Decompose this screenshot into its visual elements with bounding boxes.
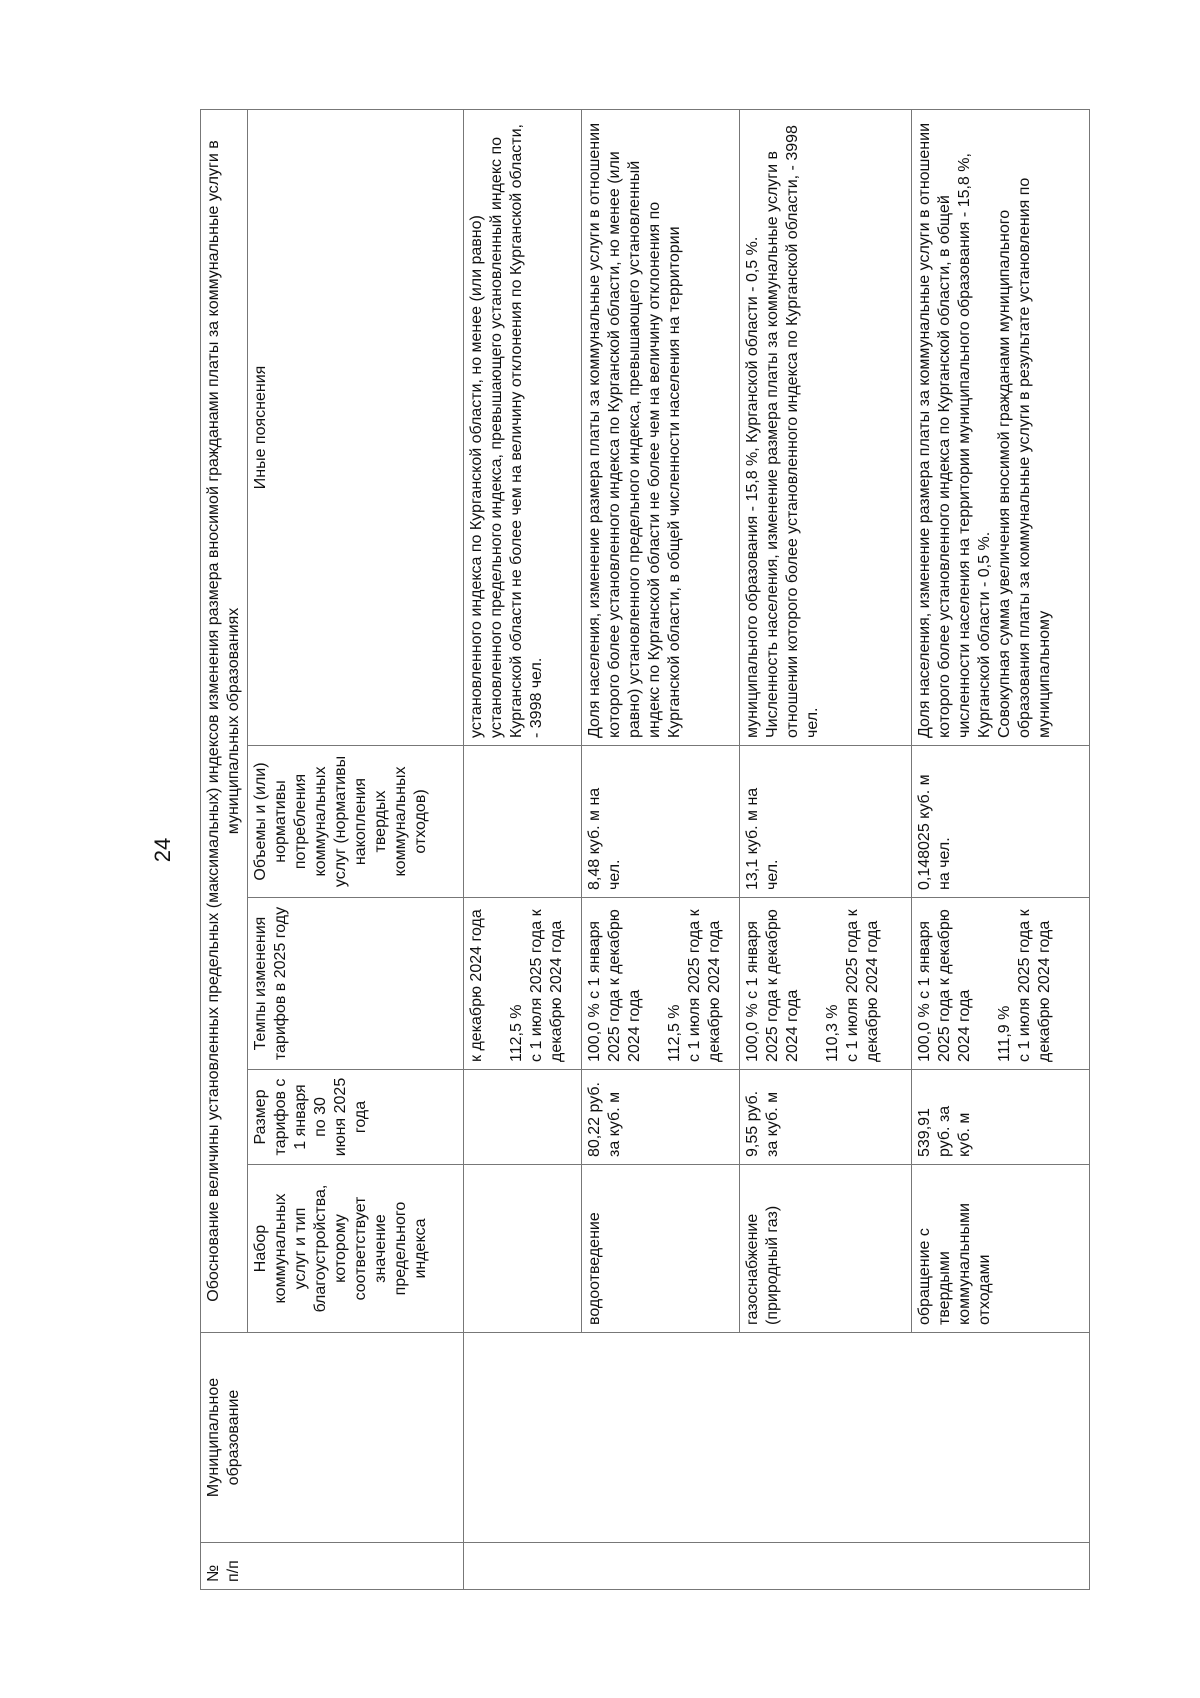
rate-period-c: с 1 июля 2025 года к декабрю 2024 года [528, 909, 565, 1062]
rate-period-a: 100,0 % с 1 января 2025 года к декабрю 2024 года [586, 909, 643, 1062]
cell-notes: установленного индекса по Курганской области, но менее (или равно) установленного предельного индекса, превышающего установленный индекс по Курганской области не более чем на величину отклонения по Курганской области, - 3998 чел. [464, 109, 582, 745]
cell-rate [464, 898, 582, 1070]
cell-municipality [464, 1333, 1090, 1543]
header-municipality: Муниципальное образование [201, 1333, 464, 1543]
cell-rate [912, 898, 1090, 1070]
rate-percent-b: 111,9 % [996, 1005, 1013, 1062]
cell-service: обращение с твердыми коммунальными отходами [912, 1165, 1090, 1333]
rate-percent-b: 110,3 % [824, 1004, 841, 1062]
cell-rate [740, 898, 912, 1070]
header-services: Набор коммунальных услуг и тип благоустройства, которому соответствует значение предельного индекса [248, 1165, 464, 1333]
table-row [464, 109, 582, 1589]
cell-rate [582, 898, 740, 1070]
notes-part-1: Доля населения, изменение размера платы за коммунальные услуги в отношении которого более установленного индекса по Курганской области, в общей численности населения на территории муниципального образования - 15,8 %, Курганской области - 0,5 %. [916, 122, 993, 738]
notes-part-2: Совокупная сумма увеличения вносимой гражданами муниципального образования платы за коммунальные услуги в результате установления по муниципальному [996, 177, 1053, 738]
cell-service [464, 1165, 582, 1333]
cell-notes: Доля населения, изменение размера платы за коммунальные услуги в отношении которого более установленного индекса по Курганской области, но менее (или равно) установленного предельного индекса, превышающего установленный индекс по Курганской области не более чем на величину отклонения по Курганской области, в общей численности населения на территории [582, 109, 740, 745]
header-volumes: Объемы и (или) нормативы потребления коммунальных услуг (нормативы накопления твердых коммунальных отходов) [248, 746, 464, 898]
header-num: № п/п [201, 1543, 464, 1590]
cell-service: водоотведение [582, 1165, 740, 1333]
rate-period-c: с 1 июля 2025 года к декабрю 2024 года [1016, 909, 1053, 1062]
cell-notes [740, 109, 912, 745]
cell-tariff: 539,91 руб. за куб. м [912, 1070, 1090, 1165]
cell-volume: 0,148025 куб. м на чел. [912, 746, 1090, 898]
cell-tariff [464, 1070, 582, 1165]
cell-num [464, 1543, 1090, 1590]
notes-part-2: Численность населения, изменение размера платы за коммунальные услуги в отношении которого более установленного индекса по Курганской области, - 3998 чел. [764, 125, 821, 738]
cell-volume: 8,48 куб. м на чел. [582, 746, 740, 898]
rate-period-a: к декабрю 2024 года [468, 909, 485, 1062]
rate-percent-b: 112,5 % [508, 1004, 525, 1062]
cell-service: газоснабжение (природный газ) [740, 1165, 912, 1333]
cell-notes [912, 109, 1090, 745]
cell-volume [464, 746, 582, 898]
rate-percent-b: 112,5 % [666, 1004, 683, 1062]
header-rates: Темпы изменения тарифов в 2025 году [248, 898, 464, 1070]
cell-volume: 13,1 куб. м на чел. [740, 746, 912, 898]
header-tariffs: Размер тарифов с 1 января по 30 июня 2025 года [248, 1070, 464, 1165]
header-row-1 [201, 109, 248, 1589]
rate-period-a: 100,0 % с 1 января 2025 года к декабрю 2024 года [916, 909, 973, 1062]
rate-period-c: с 1 июля 2025 года к декабрю 2024 года [844, 909, 881, 1062]
page-number: 24 [150, 837, 175, 863]
justification-table [200, 109, 1090, 1590]
header-justification: Обоснование величины установленных предельных (максимальных) индексов изменения размера вносимой гражданами платы за коммунальные услуги в муниципальных образованиях [201, 109, 248, 1332]
rate-period-a: 100,0 % с 1 января 2025 года к декабрю 2024 года [744, 909, 801, 1062]
notes-part-1: муниципального образования - 15,8 %, Курганской области - 0,5 %. [744, 236, 761, 738]
cell-tariff: 80,22 руб. за куб. м [582, 1070, 740, 1165]
cell-tariff: 9,55 руб. за куб. м [740, 1070, 912, 1165]
rotated-page [150, 110, 1150, 1590]
header-notes: Иные пояснения [248, 109, 464, 745]
rate-period-c: с 1 июля 2025 года к декабрю 2024 года [686, 909, 723, 1062]
